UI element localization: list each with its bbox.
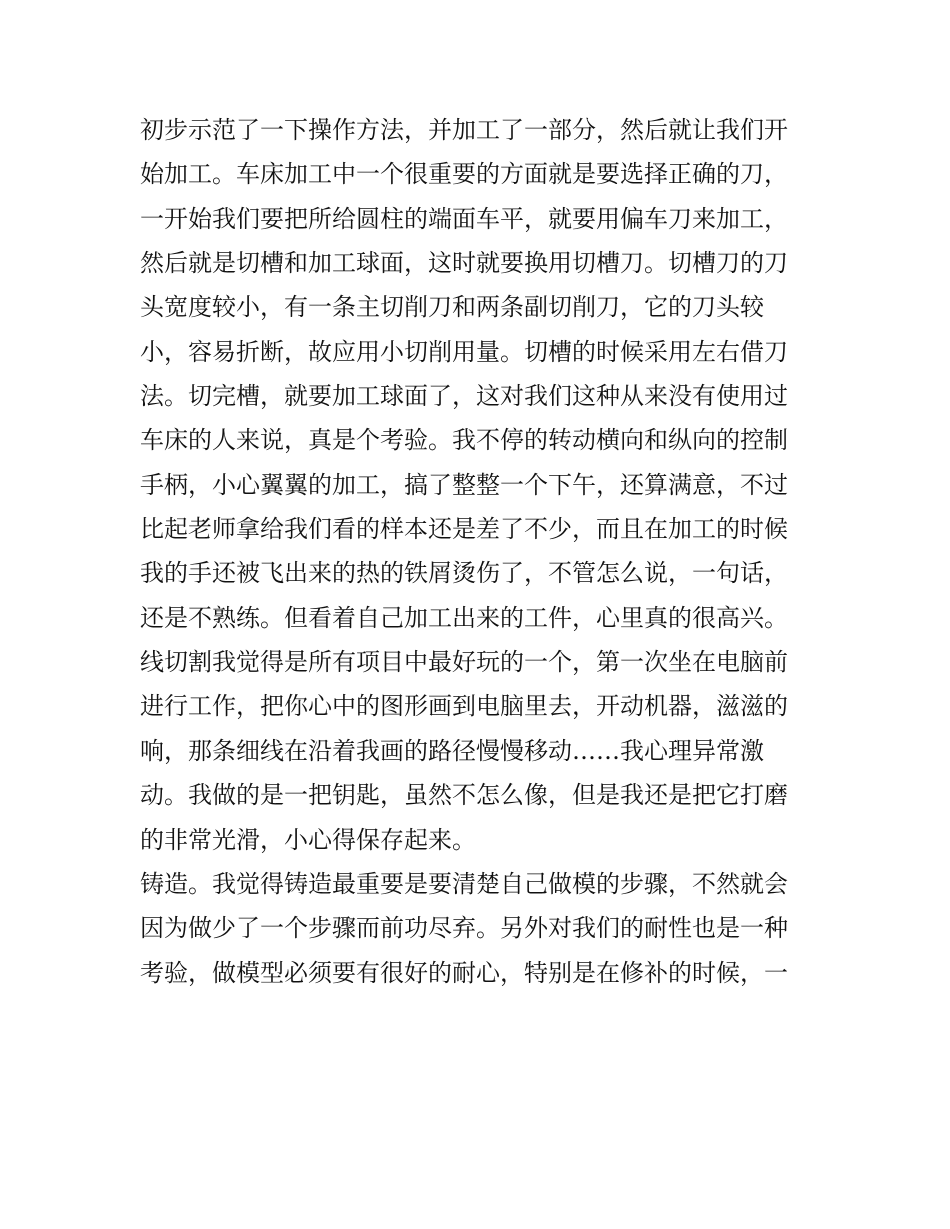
text-line: 动。我做的是一把钥匙，虽然不怎么像，但是我还是把它打磨	[140, 781, 788, 810]
text-line: 法。切完槽，就要加工球面了，这对我们这种从来没有使用过	[140, 382, 788, 411]
text-line: 然后就是切槽和加工球面，这时就要换用切槽刀。切槽刀的刀	[140, 249, 788, 278]
text-line: 手柄，小心翼翼的加工，搞了整整一个下午，还算满意，不过	[140, 470, 788, 499]
text-line: 进行工作，把你心中的图形画到电脑里去，开动机器，滋滋的	[140, 692, 788, 721]
body-text	[140, 108, 820, 995]
text-line: 初步示范了一下操作方法，并加工了一部分，然后就让我们开	[140, 116, 788, 144]
text-line: 的非常光滑，小心得保存起来。	[140, 825, 476, 854]
text-line: 比起老师拿给我们看的样本还是差了不少，而且在加工的时候	[140, 515, 788, 544]
text-line: 因为做少了一个步骤而前功尽弃。另外对我们的耐性也是一种	[140, 914, 788, 943]
text-line: 始加工。车床加工中一个很重要的方面就是要选择正确的刀，	[140, 160, 788, 189]
text-line: 铸造。我觉得铸造最重要是要清楚自己做模的步骤，不然就会	[140, 869, 788, 898]
text-line: 一开始我们要把所给圆柱的端面车平，就要用偏车刀来加工，	[140, 204, 788, 233]
text-line: 线切割我觉得是所有项目中最好玩的一个，第一次坐在电脑前	[140, 648, 788, 677]
text-line: 响，那条细线在沿着我画的路径慢慢移动……我心理异常激	[140, 736, 764, 765]
text-line: 考验，做模型必须要有很好的耐心，特别是在修补的时候，一	[140, 958, 788, 987]
text-line: 还是不熟练。但看着自己加工出来的工件，心里真的很高兴。	[140, 603, 788, 632]
text-line: 小，容易折断，故应用小切削用量。切槽的时候采用左右借刀	[140, 337, 788, 366]
text-line: 车床的人来说，真是个考验。我不停的转动横向和纵向的控制	[140, 426, 788, 455]
text-line: 我的手还被飞出来的热的铁屑烫伤了，不管怎么说，一句话，	[140, 559, 788, 588]
text-line: 头宽度较小，有一条主切削刀和两条副切削刀，它的刀头较	[140, 293, 764, 322]
